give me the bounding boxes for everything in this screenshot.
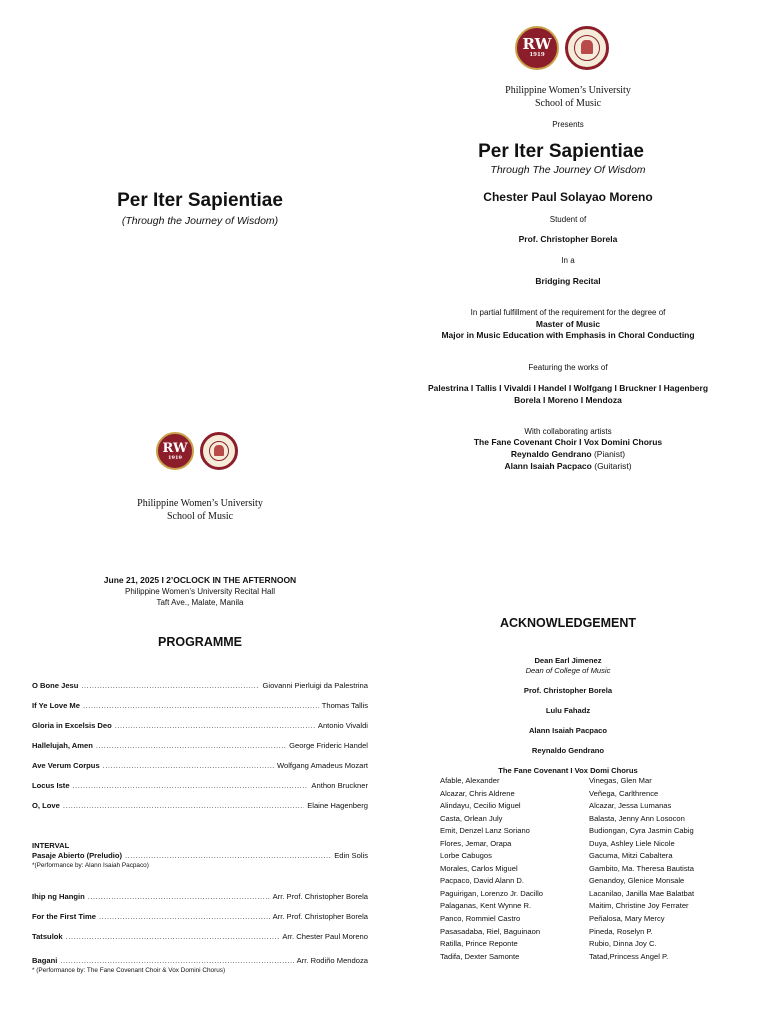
list-item: Rubio, Dinna Joy C. xyxy=(589,939,657,949)
list-item: Pasasadaba, Riel, Baguinaon xyxy=(440,926,541,936)
choir-members-column-2 xyxy=(589,775,694,963)
list-item: Afable, Alexander xyxy=(440,776,500,785)
choir-heading: The Fane Covenant I Vox Domi Chorus xyxy=(498,766,638,775)
featuring-label: Featuring the works of xyxy=(528,363,608,372)
collaborating-label: With collaborating artists xyxy=(524,427,612,436)
programme-item: Pasaje Abierto (Preludio) ..... Edin Solis xyxy=(32,851,368,861)
degree-major: Major in Music Education with Emphasis in Choral Conducting xyxy=(441,330,695,340)
event-address: Taft Ave., Malate, Manila xyxy=(156,598,244,607)
ack-name: Lulu Fahadz xyxy=(545,706,591,715)
choir-members-column-1 xyxy=(440,775,543,963)
guitarist-role: (Guitarist) xyxy=(594,461,632,471)
university-seal-logo xyxy=(565,26,609,70)
in-a-label: In a xyxy=(561,256,575,265)
programme-item: Bagani ..... Arr. Rodiño Mendoza xyxy=(32,956,368,966)
list-item: Gambito, Ma. Theresa Bautista xyxy=(589,863,694,873)
list-item: Gacuma, Mitzi Cabaltera xyxy=(589,851,673,861)
collaborating-choirs: The Fane Covenant Choir I Vox Domini Chorus xyxy=(473,437,663,447)
programme-list-second xyxy=(32,892,368,976)
programme-heading: PROGRAMME xyxy=(157,635,243,649)
pianist-line xyxy=(368,449,768,459)
list-item: Palaganas, Kent Wynne R. xyxy=(440,901,532,911)
left-school-name: School of Music xyxy=(166,511,234,522)
right-school-name: School of Music xyxy=(534,98,602,109)
programme-item: Locus Iste ..... Anthon Bruckner xyxy=(32,781,368,801)
student-of-label: Student of xyxy=(549,215,587,224)
list-item: Vinegas, Glen Mar xyxy=(589,776,652,785)
pianist-name: Reynaldo Gendrano xyxy=(510,449,592,459)
right-cover-title: Per Iter Sapientiae xyxy=(478,141,644,162)
list-item: Duya, Ashley Liele Nicole xyxy=(589,838,675,848)
programme-item: Tatsulok ..... Arr. Chester Paul Moreno xyxy=(32,932,368,952)
list-item: Maitim, Christine Joy Ferrater xyxy=(589,901,689,911)
list-item: Emit, Denzel Lanz Soriano xyxy=(440,826,530,836)
pianist-role: (Pianist) xyxy=(593,449,626,459)
university-seal-logo xyxy=(200,432,238,470)
left-logos xyxy=(156,432,238,470)
list-item: Flores, Jemar, Orapa xyxy=(440,838,512,848)
dean-name: Dean Earl Jimenez xyxy=(534,656,602,665)
right-logos xyxy=(515,26,609,70)
rwu-logo: RW 1919 xyxy=(156,432,194,470)
performer-name: Chester Paul Solayao Moreno xyxy=(483,190,653,204)
list-item: Pacpaco, David Alann D. xyxy=(440,876,525,886)
ack-name: Prof. Christopher Borela xyxy=(523,686,613,695)
programme-item: O Bone Jesu ..... Giovanni Pierluigi da Palestrina xyxy=(32,681,368,701)
list-item: Peñalosa, Mary Mercy xyxy=(589,914,665,924)
list-item: Paguirigan, Lorenzo Jr. Dacillo xyxy=(440,888,543,898)
event-date: June 21, 2025 I 2’OCLOCK IN THE AFTERNOON xyxy=(103,575,297,585)
recital-type: Bridging Recital xyxy=(535,276,601,286)
list-item: Genandoy, Glenice Monsale xyxy=(589,876,685,886)
event-venue: Philippine Women’s University Recital Hall xyxy=(125,587,275,596)
programme-item: If Ye Love Me ..... Thomas Tallis xyxy=(32,701,368,721)
ack-name: Alann Isaiah Pacpaco xyxy=(528,726,608,735)
fulfillment-text: In partial fulfillment of the requirement for the degree of xyxy=(470,308,666,317)
programme-item: Ave Verum Corpus ..... Wolfgang Amadeus Mozart xyxy=(32,761,368,781)
composers-line-1: Palestrina I Tallis I Vivaldi I Handel I Wolfgang I Bruckner I Hagenberg xyxy=(427,383,709,393)
list-item: Tadifa, Dexter Samonte xyxy=(440,951,520,961)
ack-name: Reynaldo Gendrano xyxy=(531,746,605,755)
list-item: Ratilla, Prince Reponte xyxy=(440,939,518,949)
interval-label: INTERVAL xyxy=(32,841,70,850)
rwu-logo: RW 1919 xyxy=(515,26,559,70)
dean-title: Dean of College of Music xyxy=(525,666,611,675)
programme-item: Gloria in Excelsis Deo ..... Antonio Vivaldi xyxy=(32,721,368,741)
right-cover-subtitle: Through The Journey Of Wisdom xyxy=(490,164,646,176)
list-item: Alcazar, Jessa Lumanas xyxy=(589,801,672,811)
list-item: Panco, Rommiel Castro xyxy=(440,914,521,924)
list-item: Morales, Carlos Miguel xyxy=(440,863,518,873)
list-item: Casta, Orlean July xyxy=(440,813,503,823)
guitarist-name: Alann Isaiah Pacpaco xyxy=(504,461,592,471)
list-item: Alcazar, Chris Aldrene xyxy=(440,788,515,798)
list-item: Lorbe Cabugos xyxy=(440,851,492,861)
final-performance-note: * (Performance by: The Fane Covenant Choir & Vox Domini Chorus) xyxy=(32,967,226,974)
list-item: Budiongan, Cyra Jasmin Cabig xyxy=(589,826,694,836)
list-item: Veñega, Carlthrence xyxy=(589,788,659,798)
left-cover-title: Per Iter Sapientiae xyxy=(117,190,283,211)
list-item: Pineda, Roselyn P. xyxy=(589,926,653,936)
interval-performance-note: *(Performance by: Alann Isaiah Pacpaco) xyxy=(32,862,149,869)
programme-list xyxy=(32,681,368,821)
list-item: Alindayu, Cecilio Miguel xyxy=(440,801,521,811)
programme-item: Ihip ng Hangin ..... Arr. Prof. Christopher Borela xyxy=(32,892,368,912)
list-item: Balasta, Jenny Ann Losocon xyxy=(589,813,685,823)
programme-item: Hallelujah, Amen ..... George Frideric Handel xyxy=(32,741,368,761)
composers-line-2: Borela I Moreno I Mendoza xyxy=(514,395,622,405)
programme-item: For the First Time ..... Arr. Prof. Christopher Borela xyxy=(32,912,368,932)
programme-item: O, Love ..... Elaine Hagenberg xyxy=(32,801,368,821)
left-cover-subtitle: (Through the Journey of Wisdom) xyxy=(121,215,279,227)
interval-section xyxy=(32,841,368,871)
presents-text: Presents xyxy=(552,120,584,129)
list-item: Lacanilao, Janilla Mae Balatbat xyxy=(589,888,695,898)
acknowledgement-heading: ACKNOWLEDGEMENT xyxy=(499,616,637,630)
left-university-name: Philippine Women’s University xyxy=(137,498,263,509)
degree-name: Master of Music xyxy=(535,319,601,329)
list-item: Tatad,Princess Angel P. xyxy=(589,951,669,961)
teacher-name: Prof. Christopher Borela xyxy=(518,234,618,244)
guitarist-line xyxy=(368,461,768,471)
right-university-name: Philippine Women’s University xyxy=(505,85,631,96)
